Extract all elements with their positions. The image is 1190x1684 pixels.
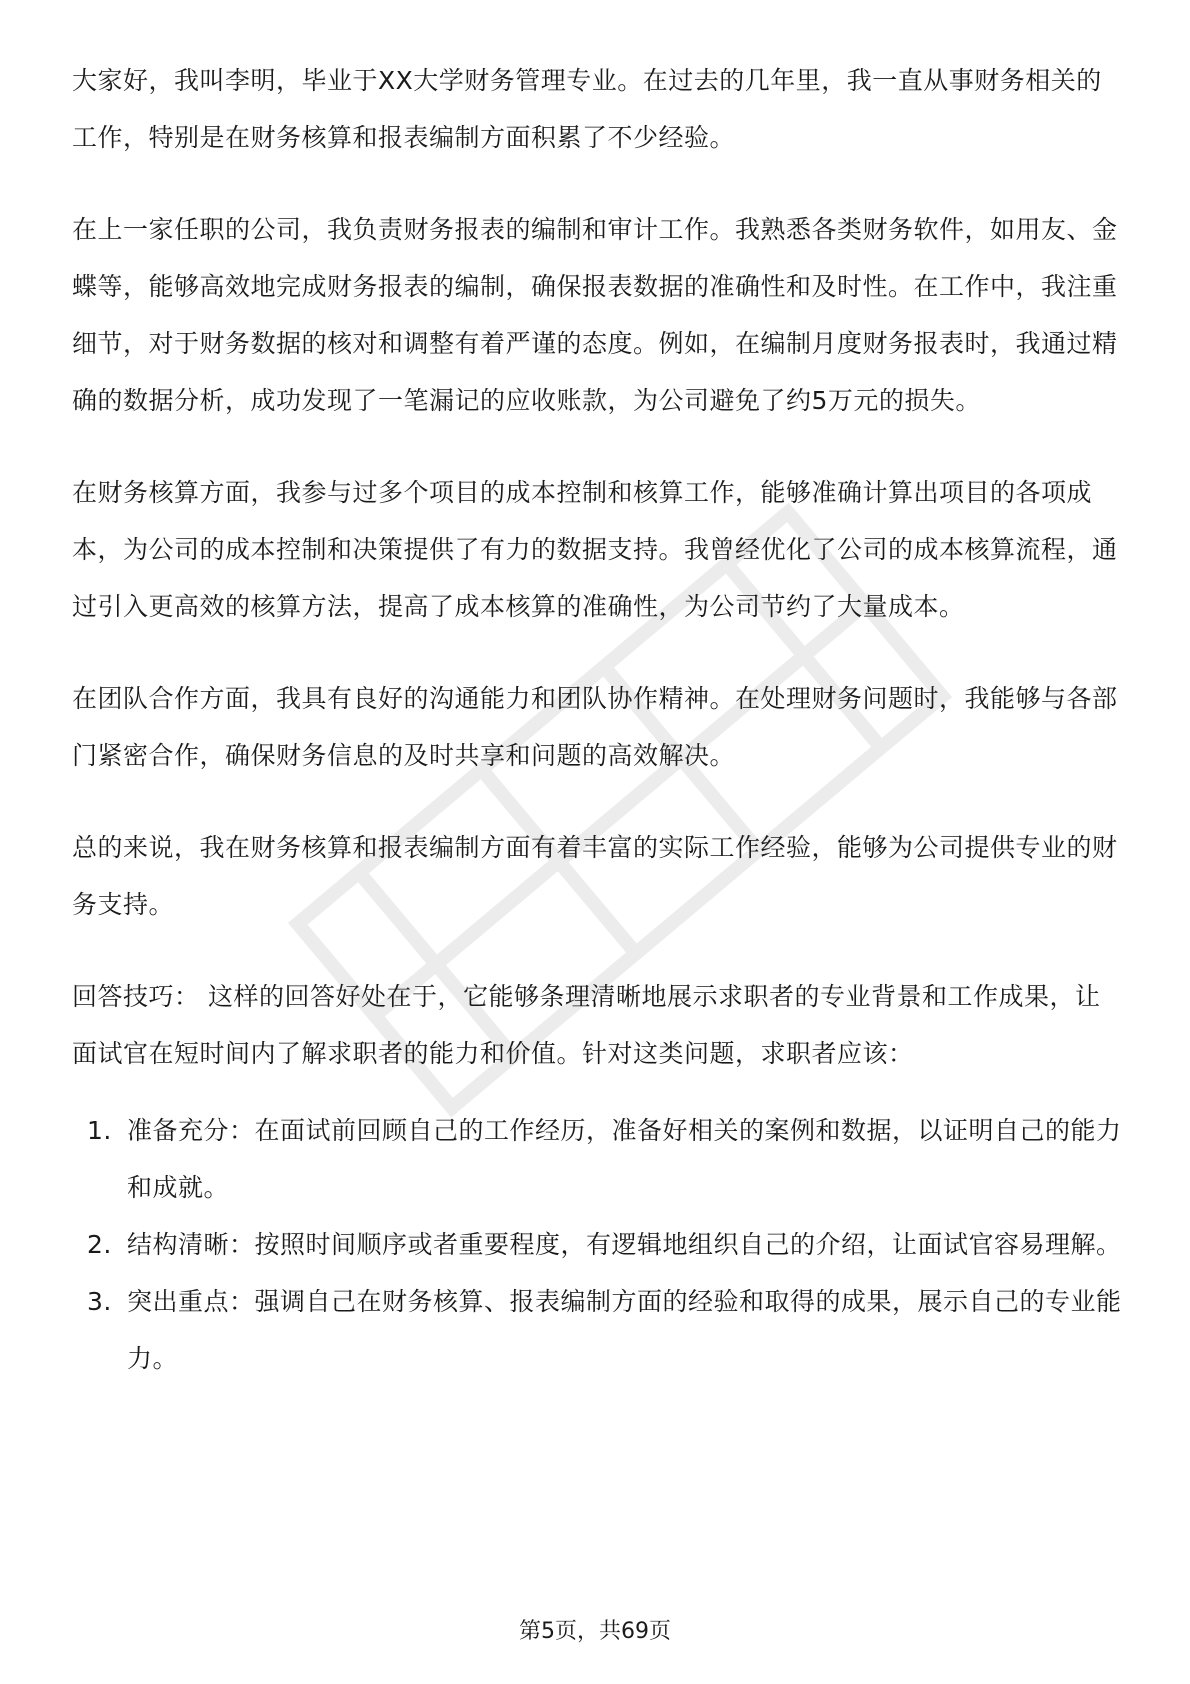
tips-list <box>72 1102 1122 1387</box>
list-number: 1. <box>87 1116 112 1145</box>
paragraph-summary: 总的来说，我在财务核算和报表编制方面有着丰富的实际工作经验，能够为公司提供专业的财务支持。 <box>72 833 1118 919</box>
paragraph-intro: 大家好，我叫李明，毕业于XX大学财务管理专业。在过去的几年里，我一直从事财务相关的工作，特别是在财务核算和报表编制方面积累了不少经验。 <box>72 66 1102 152</box>
list-text: 结构清晰：按照时间顺序或者重要程度，有逻辑地组织自己的介绍，让面试官容易理解。 <box>127 1230 1122 1259</box>
list-text: 突出重点：强调自己在财务核算、报表编制方面的经验和取得的成果，展示自己的专业能力。 <box>127 1287 1122 1373</box>
list-number: 3. <box>87 1287 112 1316</box>
list-item <box>72 1102 1122 1216</box>
list-number: 2. <box>87 1230 112 1259</box>
page-number: 第5页，共69页 <box>519 1619 671 1644</box>
paragraph-previous-job: 在上一家任职的公司，我负责财务报表的编制和审计工作。我熟悉各类财务软件，如用友、金蝶等，能够高效地完成财务报表的编制，确保报表数据的准确性和及时性。在工作中，我注重细节，对于财务数据的核对和调整有着严谨的态度。例如，在编制月度财务报表时，我通过精确的数据分析，成功发现了一笔漏记的应收账款，为公司避免了约5万元的损失。 <box>72 215 1118 415</box>
paragraph-answer-tips: 回答技巧： 这样的回答好处在于，它能够条理清晰地展示求职者的专业背景和工作成果，让面试官在短时间内了解求职者的能力和价值。针对这类问题，求职者应该： <box>72 982 1101 1068</box>
list-text: 准备充分：在面试前回顾自己的工作经历，准备好相关的案例和数据，以证明自己的能力和成就。 <box>127 1116 1122 1202</box>
document-body <box>72 52 1122 1387</box>
list-item <box>72 1216 1122 1273</box>
paragraph-teamwork: 在团队合作方面，我具有良好的沟通能力和团队协作精神。在处理财务问题时，我能够与各部门紧密合作，确保财务信息的及时共享和问题的高效解决。 <box>72 684 1118 770</box>
list-item <box>72 1273 1122 1387</box>
paragraph-cost-accounting: 在财务核算方面，我参与过多个项目的成本控制和核算工作，能够准确计算出项目的各项成本，为公司的成本控制和决策提供了有力的数据支持。我曾经优化了公司的成本核算流程，通过引入更高效的核算方法，提高了成本核算的准确性，为公司节约了大量成本。 <box>72 478 1118 621</box>
